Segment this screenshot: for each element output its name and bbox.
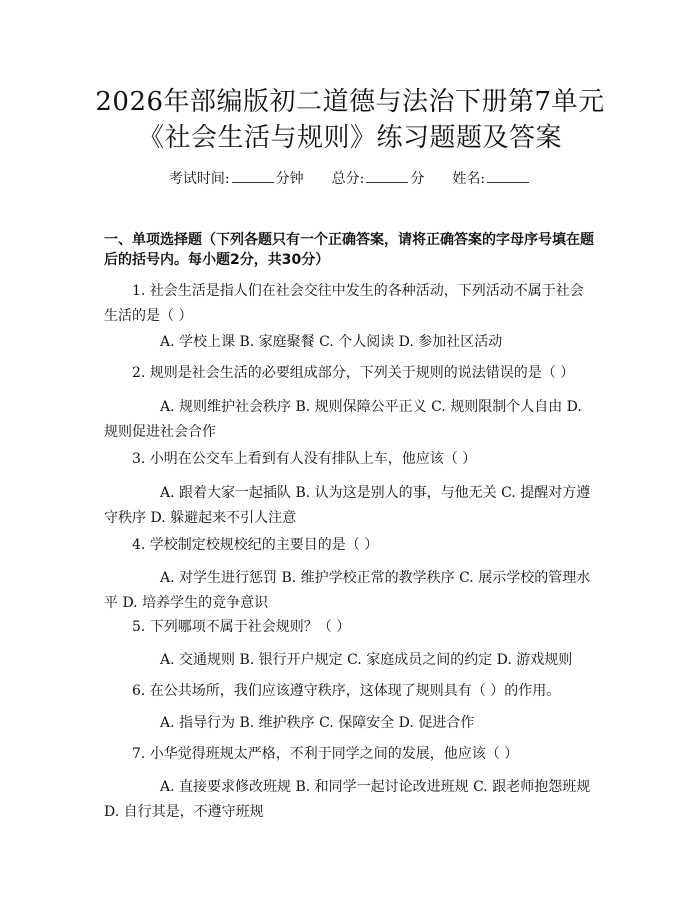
question-1-options: A. 学校上课 B. 家庭聚餐 C. 个人阅读 D. 参加社区活动 [160, 334, 503, 350]
question-5-options: A. 交通规则 B. 银行开户规定 C. 家庭成员之间的约定 D. 游戏规则 [160, 652, 573, 668]
question-7 [104, 742, 596, 767]
total-score-field [332, 168, 425, 189]
question-4-options: A. 对学生进行惩罚 B. 维护学校正常的教学秩序 C. 展示学校的管理水平 D. 培养学生的竞争意识 [104, 570, 591, 611]
student-name-blank [487, 168, 529, 183]
question-stem: 5. 下列哪项不属于社会规则？（ ） [132, 619, 351, 635]
document-title-line-2: 《社会生活与规则》练习题题及答案 [137, 123, 562, 153]
question-2-options: A. 规则维护社会秩序 B. 规则保障公平正义 C. 规则限制个人自由 D. 规则促进社会合作 [104, 399, 582, 440]
student-name-label: 姓名: [452, 171, 486, 187]
exam-time-field [169, 168, 304, 189]
question-stem: 3. 小明在公交车上看到有人没有排队上车，他应该（ ） [132, 451, 477, 467]
exam-time-blank [232, 168, 274, 183]
question-7-options: A. 直接要求修改班规 B. 和同学一起讨论改进班规 C. 跟老师抱怨班规 D. 自行其是，不遵守班规 [104, 779, 591, 820]
question-stem: 1. 社会生活是指人们在社会交往中发生的各种活动，下列活动不属于社会生活的是（ ） [104, 283, 584, 324]
question-2 [104, 361, 596, 386]
total-score-unit: 分 [410, 171, 425, 187]
student-name-field [452, 168, 531, 189]
question-1 [104, 279, 596, 329]
question-stem: 2. 规则是社会生活的必要组成部分，下列关于规则的说法错误的是（ ） [132, 365, 575, 381]
question-5 [104, 615, 596, 640]
total-score-blank [366, 168, 408, 183]
question-stem: 7. 小华觉得班规太严格，不利于同学之间的发展，他应该（ ） [132, 746, 519, 762]
document-title-line-1: 2026年部编版初二道德与法治下册第7单元 [95, 87, 605, 117]
question-4 [104, 533, 596, 558]
exam-time-unit: 分钟 [275, 171, 304, 187]
section-heading-multiple-choice: 一、单项选择题（下列各题只有一个正确答案，请将正确答案的字母序号填在题后的括号内。每小题2分，共30分） [104, 232, 594, 268]
total-score-label: 总分: [331, 171, 365, 187]
question-6 [104, 679, 596, 704]
exam-info-row [60, 168, 640, 189]
question-3-options: A. 跟着大家一起插队 B. 认为这是别人的事，与他无关 C. 提醒对方遵守秩序 D. 躲避起来不引人注意 [104, 485, 591, 526]
exam-time-label: 考试时间: [168, 171, 230, 187]
question-stem: 6. 在公共场所，我们应该遵守秩序，这体现了规则具有（ ）的作用。 [132, 683, 561, 699]
question-stem: 4. 学校制定校规校纪的主要目的是（ ） [132, 537, 379, 553]
question-6-options: A. 指导行为 B. 维护秩序 C. 保障安全 D. 促进合作 [160, 715, 475, 731]
question-3 [104, 447, 596, 472]
